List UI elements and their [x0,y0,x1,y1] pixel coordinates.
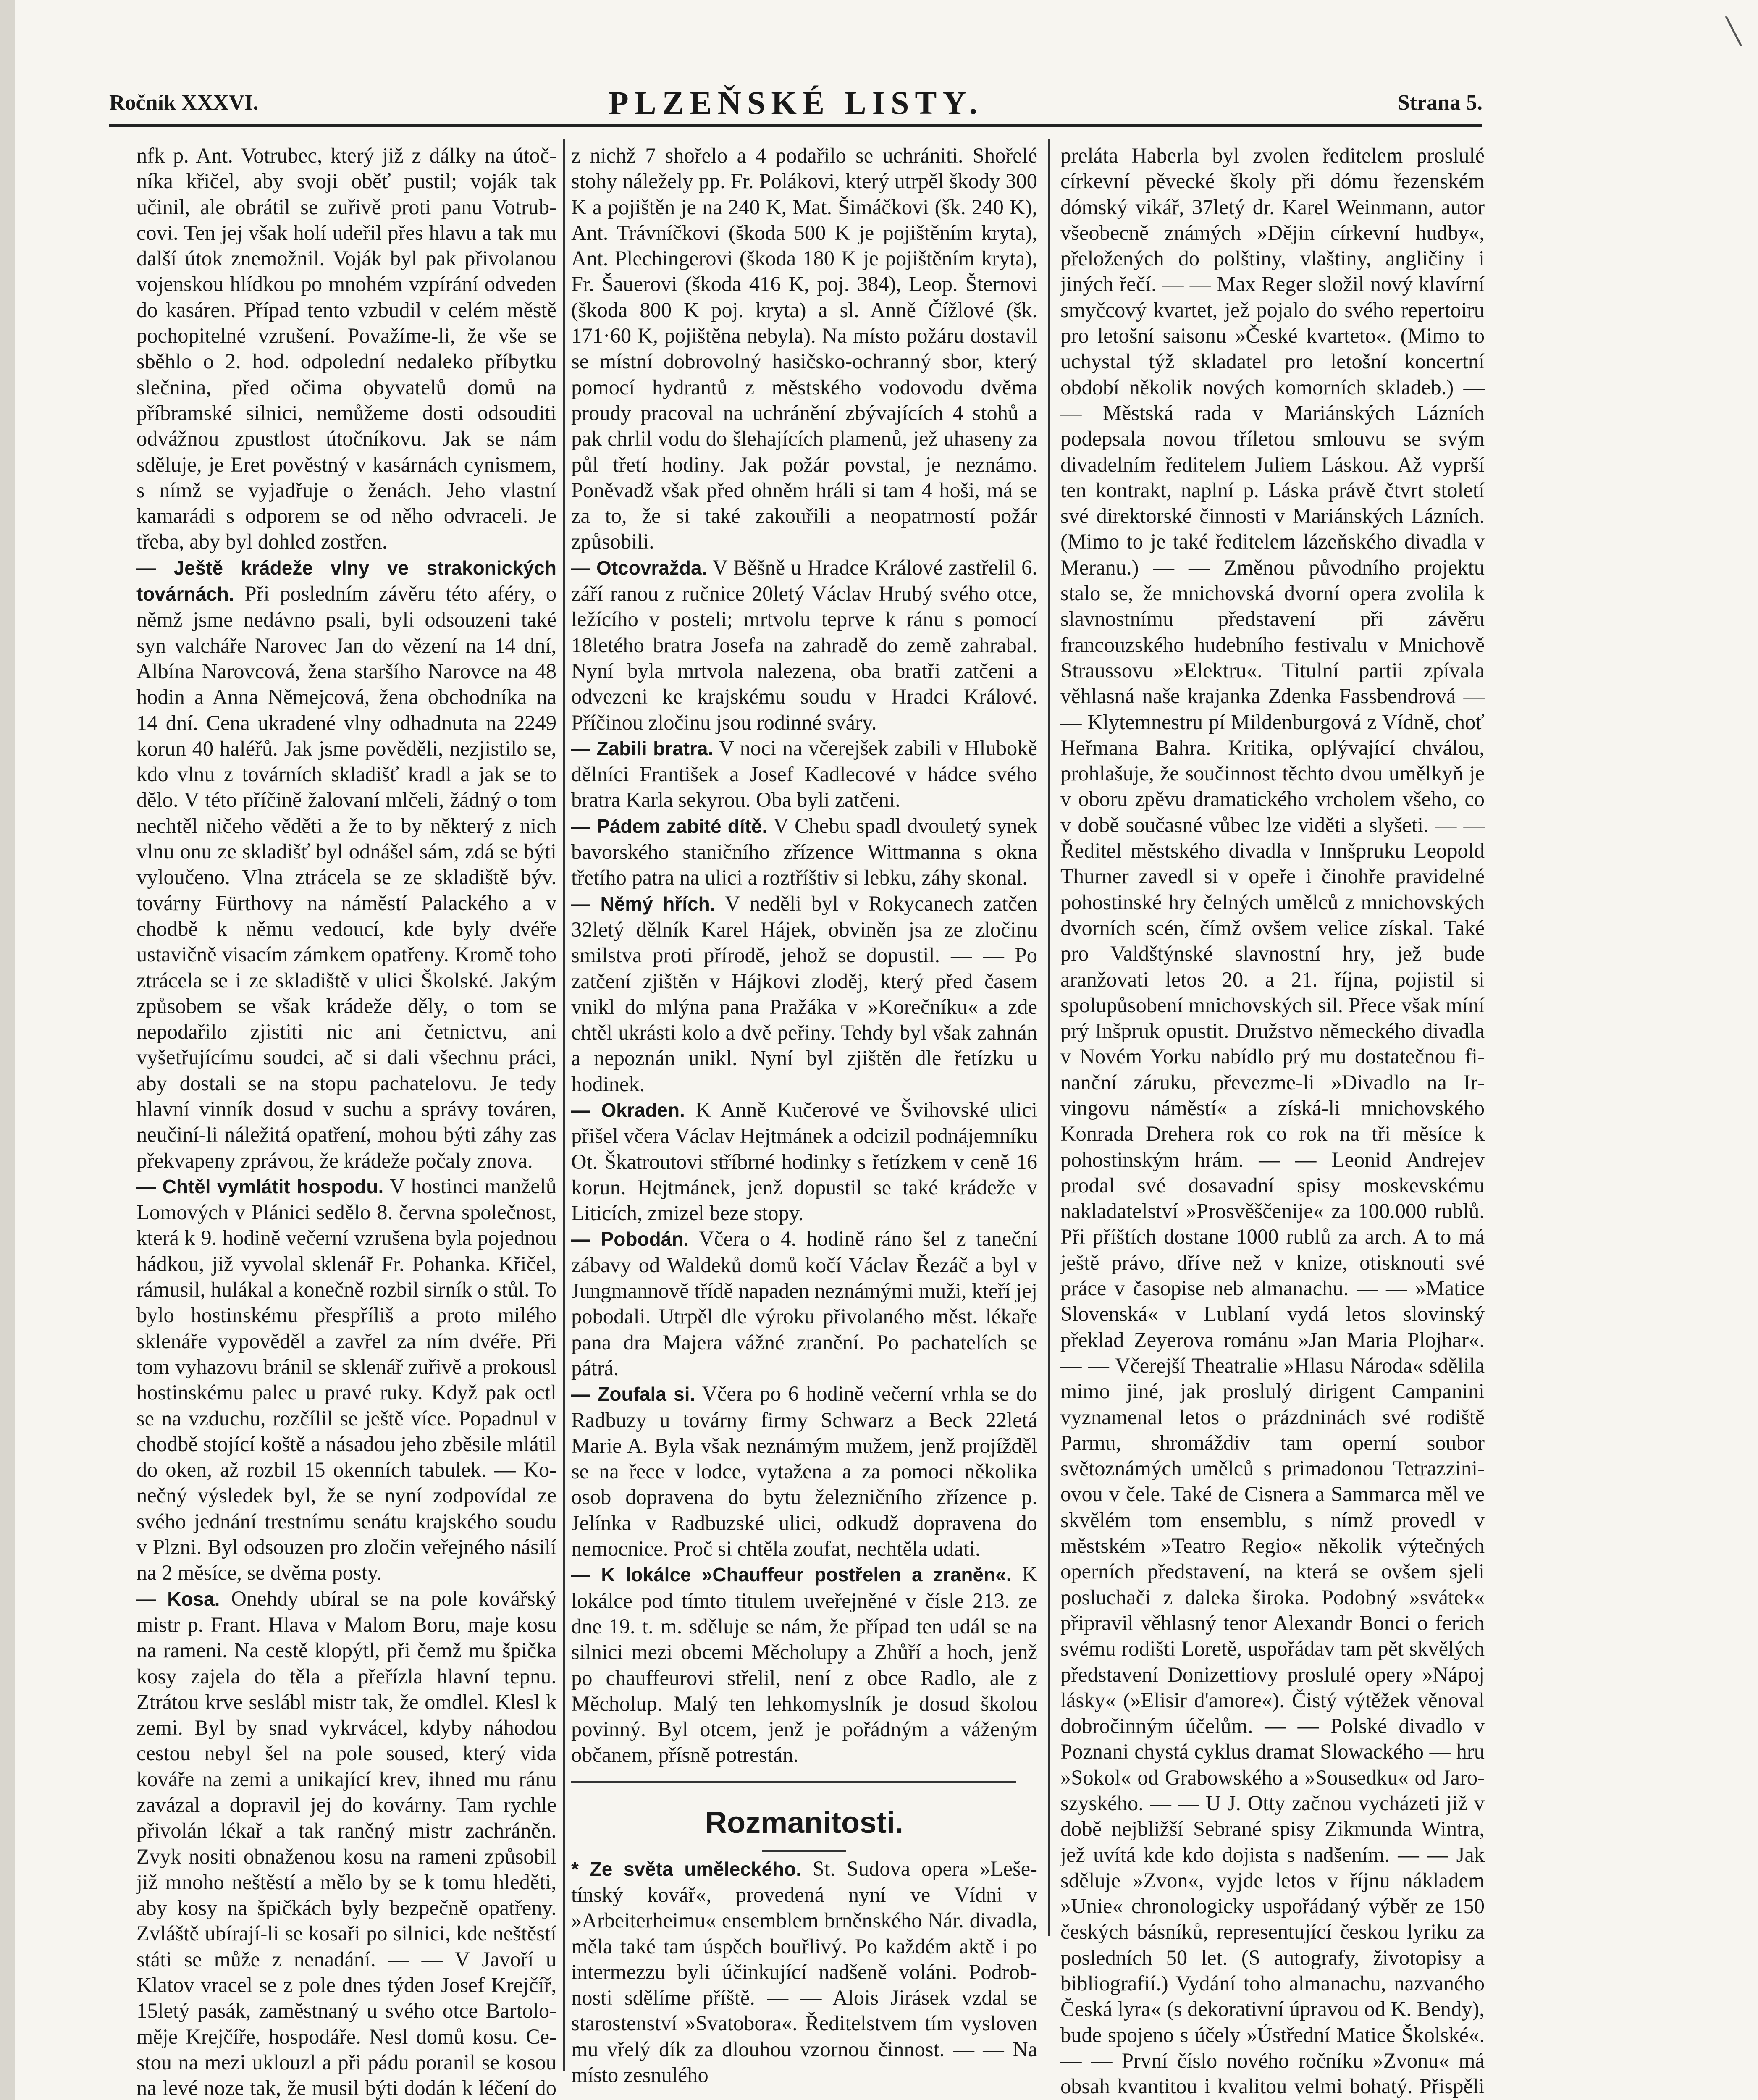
column-1 [136,143,556,2100]
article-text: Při posledním závěru této aféry, o němž jsme nedávno psali, byli odsouzeni také syn valcháře Narovec Jan do vězení na 14 dní, Albína Narovcová, žena staršího Narovce na 48 hodin a Anna Němejcová, žena obchodníka na 14 dní. Cena ukradené vlny odhadnuta na 2249 korun 40 haléřů. Jak jsme pověděli, nezjistilo se, kdo vlnu z továrních skladišť kradl a jak se to dělo. V této příčině žalovaní mlčeli, žádný o tom nechtěl ničeho věděti a že to by některý z nich vlnu onu ze skladišť byl odnášel sám, zdá se býti vyloučeno. Vlna ztrácela se ze skladiště býv. továrny Fürthovy na náměstí Palackého a v chodbě k němu vedoucí, kde byly dvéře ustavičně visacím zámkem opatřeny. Kromě toho ztrácela se i ze skladiště v ulici Školské. Jakým způsobem se však krádeže děly, o tom se nepodařilo zjistiti nic ani četnictvu, ani vyšetřujícímu soudci, ač si dali všechnu práci, aby dostali se na stopu pachatelovu. Je tedy hlavní vinník dosud v suchu a správy továren, neučiní-li náležitá opatření, mohou býti záhy zas překvapeny zprávou, že krádeže počaly znova. [136,582,556,1172]
article-heading: — Ještě krádeže vlny ve strakonických továrnách. [136,556,556,605]
article [571,1381,1037,1562]
section-title: Rozmanitosti. [705,1806,903,1840]
section-title-underline [762,1850,846,1852]
article-text: V noci na včerejšek zabili v Hlubokě dělníci František a Josef Kadlecové v hádce svého bratra Karla sekyrou. Oba byli zatčeni. [571,736,1037,812]
article-heading: — Pádem zabité dítě. [571,815,768,837]
article-heading: — K lokálce »Chauffeur postřelen a zraněn«. [571,1564,1012,1586]
article-heading: * Ze světa uměleckého. [571,1858,802,1880]
article-text: Včera o 4. hodině ráno šel z taneční zábavy od Waldeků domů kočí Václav Řezáč a byl v Jungmannově třídě napaden neznámými muži, kteří jej pobodali. Utrpěl dle výroku přivolaného měst. lékaře pana dra Majera vážné zranění. Po pachatelích se pátrá. [571,1227,1037,1380]
article-text: Včera po 6 hodině večerní vrhla se do Radbuzy u továrny firmy Schwarz a Beck 22letá Marie A. Byla však neznámým mužem, jenž projížděl se na řece v lodce, vytažena a za pomoci několika osob dopravena do bytu železničního zřízence p. Jelínka v Radbuzské ulici, odkudž dopravena do nemocnice. Proč si chtěla zoufat, nechtěla udati. [571,1382,1037,1561]
article [136,1586,556,2100]
page-number: Strana 5. [1397,91,1482,115]
article-heading: — Němý hřích. [571,892,716,915]
article-heading: — Zoufala si. [571,1383,695,1405]
article-heading: — Zabili bratra. [571,737,714,759]
article-text: z nichž 7 shořelo a 4 podařilo se uchrániti. Shořelé stohy náležely pp. Fr. Polákovi, který utrpěl škody 300 K a pojištěn je na 240 K, Mat. Šimáčkovi (šk. 240 K), Ant. Trávníčkovi (škoda 500 K je pojištěním kryta), Ant. Plechingerovi (škoda 180 K je pojištěním kryta), Fr. Šauerovi (škoda 416 K, poj. 384), Leop. Šternovi (škoda 800 K poj. kryta) a sl. Anně Čížlové (šk. 171·60 K, pojištěna nebyla). Na místo požáru dostavil se místní dobrovolný hasičsko-ochranný sbor, který pomocí hydrantů z městského vodovodu dvěma proudy pracoval na uchránění zbývajících 4 stohů a pak chrlil vodu do šlehajících plamenů, jež uhaseny za půl třetí hodiny. Jak požár povstal, je neznámo. Poněvadž však před ohněm hráli si tam 4 hoši, má se za to, že si také zakouřili a neopatrností požár způsobili. [571,144,1037,554]
section-divider [571,1781,1016,1783]
page-edge [0,0,15,2100]
article-heading: — Pobodán. [571,1228,689,1250]
article-heading: — Kosa. [136,1588,220,1610]
article [571,1562,1037,1768]
article [571,813,1037,891]
article [571,555,1037,735]
article [571,735,1037,813]
article [571,1856,1037,2088]
column-rule [563,139,565,2071]
article [571,891,1037,1097]
article-text: nfk p. Ant. Votrubec, který již z dálky na útočníka křičel, aby svoji oběť pustil; voják tak učinil, ale obrátil se zuřivě proti panu Votrubcovi. Ten jej však holí udeřil přes hlavu a tak mu další útok znemožnil. Voják byl pak přivolanou vojenskou hlídkou po mnohém vzpírání odveden do kasáren. Případ tento vzbudil v celém městě pochopitelné vzrušení. Považíme-li, že vše se sběhlo o 2. hod. odpolední nedaleko příbytku slečnina, před očima obyvatelů domů na příbramské silnici, nemůžeme dosti odsouditi odvážnou zpustlost útočníkovu. Jak se nám sděluje, je Eret pověstný v kasárnách cynismem, s nímž se vyjadřuje o ženách. Jeho vlastní kamarádi s odporem se od něho odvraceli. Je třeba, aby byl dohled zostřen. [136,144,556,554]
page-header [109,82,1482,127]
article-heading: — Okraden. [571,1099,685,1121]
column-3 [1060,143,1485,2100]
article-text: V Běšně u Hradce Králové zastřelil 6. září ranou z ručnice 20letý Václav Hrubý svého otce, ležícího v posteli; mrtvolu teprve k ránu s pomocí 18letého bratra Josefa na zahradě do země zahrabal. Nyní byla mrtvola nalezena, oba bratři zatčeni a odvezeni ke krajskému soudu v Hradci Králové. Příčinou zločinu jsou rodinné sváry. [571,555,1037,734]
masthead-title: PLZEŇSKÉ LISTY. [608,84,984,121]
article [571,1226,1037,1381]
article-text: preláta Haberla byl zvolen ředitelem proslulé církevní pěvecké školy při dómu řezenském dómský vikář, 37letý dr. Karel Weinmann, autor všeobecně známých »Dějin církevní hudby«, přeložených do polštiny, vlaštiny, angličiny i jiných řečí. — — Max Reger složil nový klavírní smyčcový kvartet, jež pojalo do svého repertoiru pro letošní saisonu »České kvarteto«. (Mimo to uchystal týž skladatel pro letošní koncertní období několik nových komorních skladeb.) — — Městská rada v Mariánských Lázních podepsala novou tříletou smlouvu se svým divadelním ředitelem Juliem Láskou. Až vyprší ten kontrakt, naplní p. Láska právě čtvrt století své direktorské činnosti v Mariánských Lázních. (Mimo to je také ředitelem lázeňského divadla v Meranu.) — — Změnou původního projektu stalo se, že mnichovská dvorní opera zvolila k slavnostnímu představení při závěru francouzského hudebního festivalu v Mnichově Straussovu »Elektru«. Titulní partii zpívala věhlasná naše krajanka Zdenka Fassbendrová — — Klytemnestru pí Mildenburgová z Vídně, choť Heřmana Bahra. Kritika, oplývající chválou, prohlašuje, že součinnost těchto dvou umělkyň je v oboru zpěvu dramatického vrcholem všeho, co v době současné vůbec lze viděti a slyšeti. — — Ředitel městského divadla v Innšpruku Leopold Thurner zavedl si v opeře i činohře pravidelné pohostinské hry čelných umělců z mnichovských dvorních scén, čímž ovšem velice získal. Také pro Valdštýnské slavnostní hry, jež bude aranžovati letos 20. a 21. října, pojistil si spolupůsobení mnichovských sil. Přece však míní prý Inšpruk opustit. Družstvo německého divadla v Novém Yorku nabídlo prý mu dostatečnou finanční záruku, převezme-li »Divadlo na Irvingovu náměstí« a získá-li mnichovského Konrada Drehera rok co rok na tři měsíce k pohostinským hrám. — — Leonid Andrejev prodal své dosavadní spisy moskevskému nakladatelství »Prosvěščenije« za 100.000 rublů. Při příštích dostane 1000 rublů za arch. A to má ještě právo, dříve než v knize, otisknouti své práce v časopise neb almanachu. — — »Matice Slovenská« v Lublaní vydá letos slovinský překlad Zeyerova románu »Jan Maria Plojhar«. — — Včerejší Theatralie »Hlasu Národa« sdělila mimo jiné, jak proslulý dirigent Campanini vyznamenal letos o prázdninách své rodiště Parmu, shromáždiv tam operní soubor světoznámých umělců s primadonou Tetrazziniovou v čele. Také de Cisnera a Sammarca měl ve skvělém tom ensemblu, s nímž provedl v městském »Teatro Regio« několik výtečných operních představení, na která se ovšem sjeli posluchači z daleka široka. Podobný »svátek« připravil věhlasný tenor Alexandr Bonci o ferich svému rodišti Loretě, uspořádav tam pět skvělých představení Donizettiovy proslulé opery »Nápoj lásky« (»Elisir d'amore«). Čistý výtěžek věnoval dobročinným účelům. — — Polské divadlo v Poznani chystá cyklus dramat Slowackého — hru »Sokol« od Grabowského a »Sousedku« od Jaroszyského. — — U J. Otty začnou vycházeti již v době nejbližší Sebrané spisy Zikmunda Wintra, jež uvítá kde kdo dojista s nadšením. — — Jak sděluje »Zvon«, vyjde letos v říjnu nákladem »Unie« chronologicky uspořádaný výběr ze 150 českých básníků, representující českou lyriku za posledních 50 let. (S autografy, životopisy a bibliografií.) Vydání toho almanachu, nazvaného Česká lyra« (s dekorativní úpravou od K. Bendy), bude spojeno s účely »Ústřední Matice Školské«. — — První číslo nového ročníku »Zvonu« má obsah kvantitou i kvalitou velmi bohatý. Přispěli [1060,144,1485,2098]
article-text: V Chebu spadl dvouletý synek bavorského staničního zřízence Wittmanna s okna třetího patra na ulici a roztříštiv si lebku, záhy skonal. [571,814,1037,890]
article [136,555,556,1173]
article-text: St. Sudova opera »Lešetínský kovář«, provedená nyní ve Vídni v »Arbeiterheimu« ensemblem brněnského Nár. divadla, měla také tam úspěch bouřlivý. Po každém aktě i po intermezzu byli účinkující nadšeně voláni. Podrobnosti sdělíme příště. — — Alois Jirásek vzdal se starostenství »Svatobora«. Ředitelstvem tím vysloven mu vřelý dík za dlouhou vzornou činnost. — — Na místo zesnulého [571,1856,1037,2087]
article-text: Onehdy ubíral se na pole kovářský mistr p. Frant. Hlava v Malom Boru, maje kosu na rameni. Na cestě klopýtl, při čemž mu špička kosy zajela do těla a přeřízla hlavní tepnu. Ztrátou krve seslábl mistr tak, že omdlel. Klesl k zemi. Byl by snad vykrvácel, kdyby náhodou cestou nebyl šel na pole soused, který vida kováře na zemi a unikající krev, ihned mu ránu zavázal a dopravil jej do kovárny. Tam rychle přivolán lékař a tak raněný mistr zachráněn. Zvyk nositi obnaženou kosu na rameni způsobil již mnoho neštěstí a mělo by se k tomu hleděti, aby kosy na špičkách byly bezpečně opatřeny. Zvláště ubírají-li se kosaři po silnici, kde neštěstí státi se může z nenadání. — — V Javoří u Klatov vracel se z pole dnes týden Josef Krejčíř, 15letý pasák, zaměstnaný u svého otce Bartoloměje Krejčíře, hospodáře. Nesl domů kosu. Cestou na mezi uklouzl a při pádu poranil se kosou na levé noze tak, že musil býti dodán k léčení do [136,1586,556,2100]
column-rule [1048,139,1050,1936]
article-heading: — Chtěl vymlátit hospodu. [136,1175,384,1197]
article [571,1097,1037,1226]
article-heading: — Otcovražda. [571,556,707,579]
corner-mark: ╲ [1726,18,1741,45]
column-2 [571,143,1037,2100]
article-text: K Anně Kučerové ve Švihovské ulici přišel včera Václav Hejtmánek a odcizil podnájemníku Ot. Škatroutovi stříbrné hodinky s řetízkem v ceně 16 korun. Hejtmánek, jenž dopustil se také krádeže v Liticích, zmizel beze stopy. [571,1097,1037,1225]
article [136,1173,556,1586]
volume-label: Ročník XXXVI. [109,91,259,115]
article-text: V neděli byl v Rokycanech zatčen 32letý dělník Karel Hájek, obviněn jsa ze zločinu smilstva proti přírodě, jehož se dopustil. — — Po zatčení zjištěn v Hájkovi zloděj, který před časem vnikl do mlýna pana Pražáka v »Korečníku« a zde chtěl ukrásti kolo a dvě peřiny. Tehdy byl však zahnán a nepoznán unikl. Nyní byl zjištěn dle řetízku u hodinek. [571,891,1037,1096]
article-text: K lokálce pod tímto titulem uveřejněné v čísle 213. ze dne 19. t. m. sděluje se nám, že případ ten udál se na silnici mezi obcemi Měcholupy a Zhůří a hoch, jenž po chauffeurovi střelil, není z obce Radlo, ale z Měcholup. Malý ten lehkomyslník je dosud školou povinný. Byl otcem, jenž je pořádným a váženým občanem, přísně potrestán. [571,1562,1037,1767]
article-text: V hostinci manželů Lomových v Plánici sedělo 8. června společnost, která k 9. hodině večerní vzrušena byla pojednou hádkou, již vyvolal sklenář Fr. Pohanka. Křičel, rámusil, hulákal a konečně rozbil sirník o stůl. To bylo hostinskému přespříliš a proto milého sklenáře vypověděl a zavřel za ním dvéře. Při tom vyhazovu bránil se sklenář zuřivě a prokousl hostinskému palec u pravé ruky. Když pak octl se na vzduchu, rozčílil se ještě více. Popadnul v chodbě stojící koště a násadou jeho zběsile mlátil do oken, až rozbil 15 okenních tabulek. — Konečný výsledek byl, že se nyní zodpovídal ze svého jednání trestnímu senátu krajského soudu v Plzni. Byl odsouzen pro zločin veřejného násilí na 2 měsíce, se dvěma posty. [136,1174,556,1585]
